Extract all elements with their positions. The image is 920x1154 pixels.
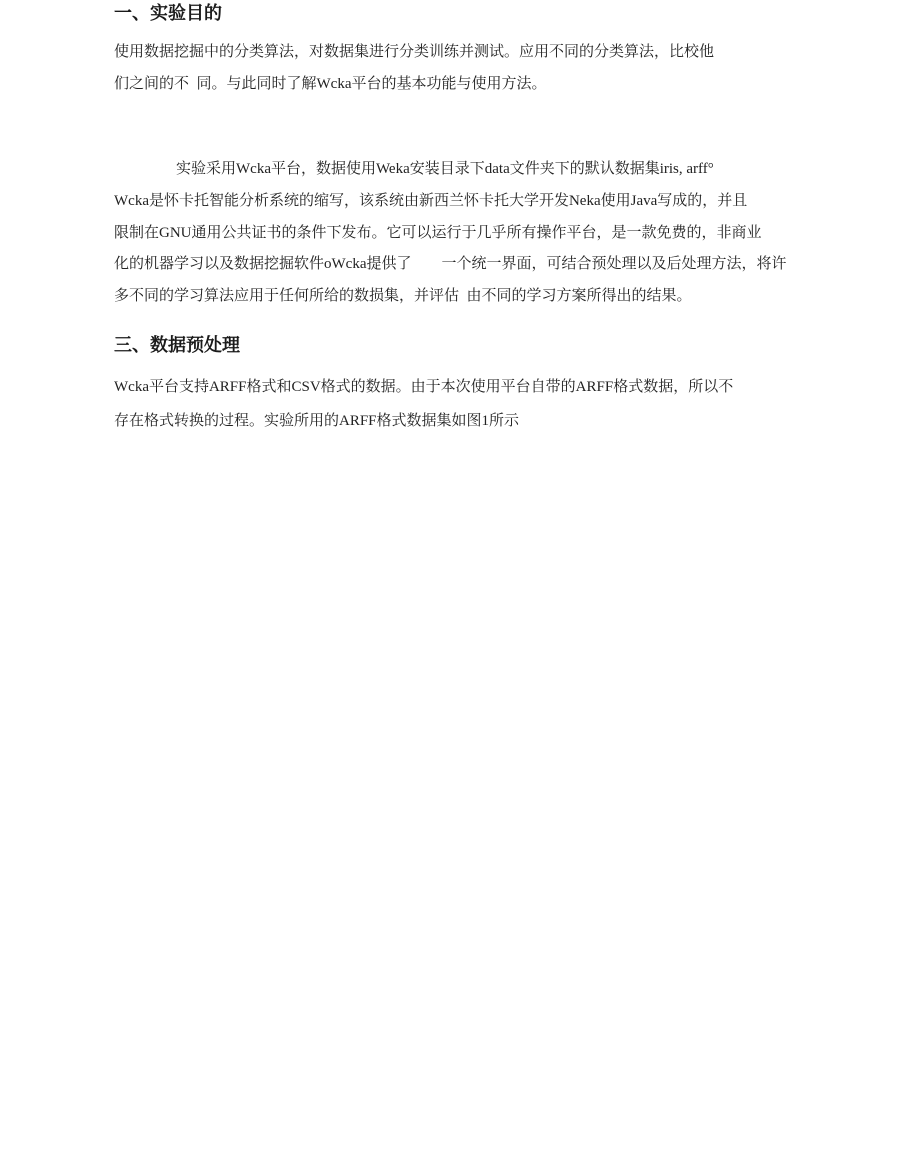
- platform-text-line-5: 多不同的学习算法应用于任何所给的数损集，并评估 由不同的学习方案所得出的结果。: [114, 288, 692, 304]
- platform-text-line-1: 实验采用Wcka平台，数据使用Weka安装目录下data文件夹下的默认数据集iris, arff°: [176, 161, 714, 177]
- platform-text-line-2: Wcka是怀卡托智能分析系统的缩写，该系统由新西兰怀卡托大学开发Neka使用Java写成的，并且: [114, 193, 748, 209]
- section-heading-preprocessing: 三、数据预处理: [114, 335, 240, 356]
- purpose-text-line-1: 使用数据挖掘中的分类算法，对数据集进行分类训练并测试。应用不同的分类算法，比校他: [114, 44, 715, 60]
- purpose-text-line-2: 们之间的不 同。与此同时了解Wcka平台的基本功能与使用方法。: [114, 76, 547, 92]
- platform-text-line-3: 限制在GNU通用公共证书的条件下发布。它可以运行于几乎所有操作平台，是一款免费的，非商业: [114, 225, 762, 241]
- preprocessing-text-line-2: 存在格式转换的过程。实验所用的ARFF格式数据集如图1所示: [114, 413, 520, 429]
- section-heading-purpose: 一、实验目的: [114, 3, 222, 24]
- platform-text-line-4: 化的机器学习以及数据挖掘软件oWcka提供了 一个统一界面，可结合预处理以及后处理方法，将许: [114, 256, 787, 272]
- preprocessing-text-line-1: Wcka平台支持ARFF格式和CSV格式的数据。由于本次使用平台自带的ARFF格式数据，所以不: [114, 379, 734, 395]
